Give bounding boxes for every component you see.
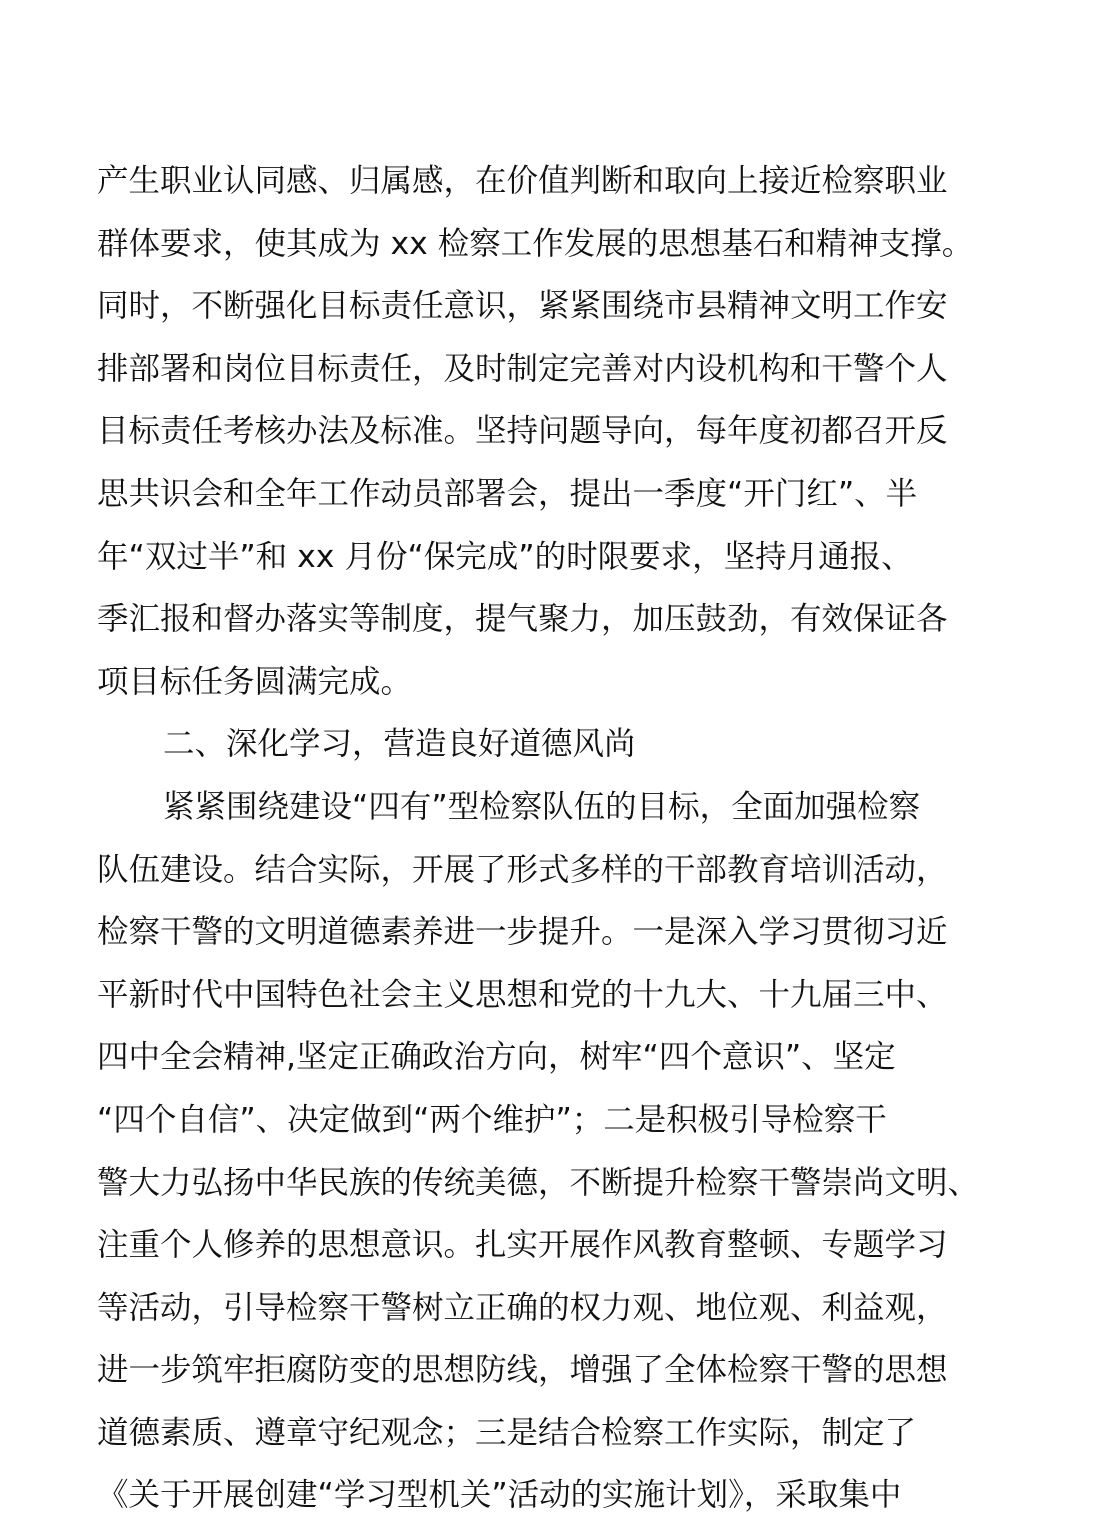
text-line: 道德素质、遵章守纪观念；三是结合检察工作实际，制定了 <box>97 1414 917 1451</box>
text-line: 四中全会精神,坚定正确政治方向，树牢“四个意识”、坚定 <box>97 1039 896 1076</box>
text-line: 目标责任考核办法及标准。坚持问题导向，每年度初都召开反 <box>97 413 948 450</box>
text-line: 产生职业认同感、归属感，在价值判断和取向上接近检察职业 <box>97 163 948 199</box>
section-heading: 二、深化学习，营造良好道德风尚 <box>163 726 636 763</box>
text-line: 排部署和岗位目标责任，及时制定完善对内设机构和干警个人 <box>97 350 948 387</box>
text-line: 年“双过半”和 xx 月份“保完成”的时限要求，坚持月通报、 <box>97 538 913 575</box>
text-line: 项目标任务圆满完成。 <box>97 663 413 700</box>
text-line: “四个自信”、决定做到“两个维护”；二是积极引导检察干 <box>97 1101 887 1138</box>
text-line: 季汇报和督办落实等制度，提气聚力，加压鼓劲，有效保证各 <box>97 601 948 638</box>
text-line: 群体要求，使其成为 xx 检察工作发展的思想基石和精神支撑。 <box>97 225 974 262</box>
text-line: 《关于开展创建“学习型机关”活动的实施计划》，采取集中 <box>97 1477 902 1514</box>
paragraph-start-line: 紧紧围绕建设“四有”型检察队伍的目标，全面加强检察 <box>163 788 921 825</box>
text-line: 进一步筑牢拒腐防变的思想防线，增强了全体检察干警的思想 <box>97 1352 948 1389</box>
text-line: 等活动，引导检察干警树立正确的权力观、地位观、利益观， <box>97 1289 948 1326</box>
text-line: 检察干警的文明道德素养进一步提升。一是深入学习贯彻习近 <box>97 914 948 951</box>
text-line: 同时，不断强化目标责任意识，紧紧围绕市县精神文明工作安 <box>97 288 948 325</box>
text-line: 警大力弘扬中华民族的传统美德，不断提升检察干警崇尚文明、 <box>97 1164 980 1201</box>
text-line: 队伍建设。结合实际，开展了形式多样的干部教育培训活动， <box>97 851 948 888</box>
text-line: 思共识会和全年工作动员部署会，提出一季度“开门红”、半 <box>97 475 918 512</box>
text-line: 平新时代中国特色社会主义思想和党的十九大、十九届三中、 <box>97 976 948 1013</box>
text-line: 注重个人修养的思想意识。扎实开展作风教育整顿、专题学习 <box>97 1227 948 1264</box>
document-body <box>97 150 1007 1527</box>
